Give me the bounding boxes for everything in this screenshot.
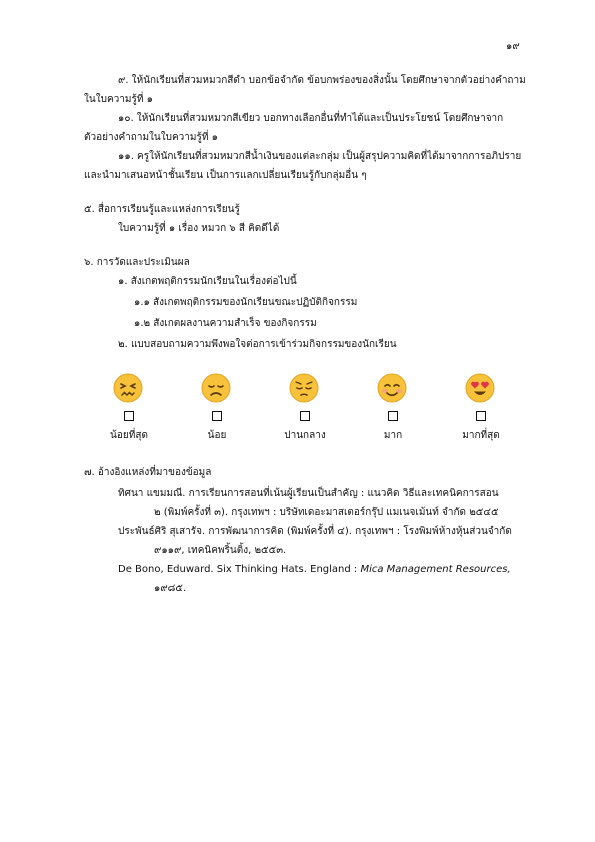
section-6-sub-1: ๑. สังเกตพฤติกรรมนักเรียนในเรื่องต่อไปนี้	[118, 276, 297, 287]
section-6-sub-2: ๒. แบบสอบถามความพึงพอใจต่อการเข้าร่วมกิจกรรมของนักเรียน	[118, 339, 397, 350]
section-7-heading: ๗. อ้างอิงแหล่งที่มาของข้อมูล	[84, 467, 212, 478]
rating-checkbox[interactable]	[300, 411, 310, 421]
smiling-face-icon	[377, 373, 407, 403]
heart-eyes-face-icon	[465, 373, 495, 403]
item-9: ๙. ให้นักเรียนที่สวมหมวกสีดำ บอกข้อจำกัด ข้อบกพร่องของสิ่งนั้น โดยศึกษาจากตัวอย่างคำถาม	[118, 75, 526, 86]
rating-checkbox[interactable]	[124, 411, 134, 421]
reference-3-line-1	[118, 563, 511, 578]
rating-checkbox[interactable]	[388, 411, 398, 421]
section-6-sub-1-1: ๑.๑ สังเกตพฤติกรรมของนักเรียนขณะปฏิบัติกิจกรรม	[134, 297, 358, 308]
page-number: ๑๙	[506, 41, 520, 52]
rating-label: น้อย	[207, 430, 227, 441]
reference-3-line-2: ๑๙๘๕.	[154, 583, 187, 594]
reference-1-line-2: ๒ (พิมพ์ครั้งที่ ๓). กรุงเทพฯ : บริษัทเดอะมาสเตอร์กรุ๊ป แมเนจเม้นท์ จำกัด ๒๕๔๕	[154, 507, 499, 518]
confounded-face-icon	[113, 373, 143, 403]
item-11: ๑๑. ครูให้นักเรียนที่สวมหมวกสีน้ำเงินของแต่ละกลุ่ม เป็นผู้สรุปความคิดที่ได้มาจากการอภิปราย	[118, 151, 522, 162]
reference-2-line-2: ๙๑๑๙, เทคนิคพริ้นติ้ง, ๒๕๕๓.	[154, 545, 287, 556]
section-5-line: ใบความรู้ที่ ๑ เรื่อง หมวก ๖ สี คิดดีได้	[118, 223, 280, 234]
rating-checkbox[interactable]	[212, 411, 222, 421]
reference-3-publisher: Mica Management Resources,	[360, 564, 511, 575]
rating-label: น้อยที่สุด	[110, 430, 148, 441]
rating-label: มาก	[383, 430, 403, 441]
reference-2-line-1: ประพันธ์ศิริ สุเสารัจ. การพัฒนาการคิด (พิมพ์ครั้งที่ ๔). กรุงเทพฯ : โรงพิมพ์ห้างหุ้นส่วนจำกัด	[118, 526, 512, 537]
section-5-heading: ๕. สื่อการเรียนรู้และแหล่งการเรียนรู้	[84, 204, 240, 215]
item-9-cont: ในใบความรู้ที่ ๑	[84, 94, 153, 105]
item-10-cont: ตัวอย่างคำถามในใบความรู้ที่ ๑	[84, 132, 218, 143]
disappointed-face-icon	[201, 373, 231, 403]
rating-checkbox[interactable]	[476, 411, 486, 421]
rating-label: ปานกลาง	[284, 430, 326, 441]
pensive-face-icon	[289, 373, 319, 403]
section-6-sub-1-2: ๑.๒ สังเกตผลงานความสำเร็จ ของกิจกรรม	[134, 318, 317, 329]
item-10: ๑๐. ให้นักเรียนที่สวมหมวกสีเขียว บอกทางเลือกอื่นที่ทำได้และเป็นประโยชน์ โดยศึกษาจาก	[118, 113, 504, 124]
reference-1-line-1: ทิศนา แขมมณี. การเรียนการสอนที่เน้นผู้เรียนเป็นสำคัญ : แนวคิด วิธีและเทคนิคการสอน	[118, 488, 499, 499]
rating-label: มากที่สุด	[462, 430, 500, 441]
item-11-cont: และนำมาเสนอหน้าชั้นเรียน เป็นการแลกเปลี่ยนเรียนรู้กับกลุ่มอื่น ๆ	[84, 170, 367, 181]
reference-3-text: De Bono, Eduward. Six Thinking Hats. England :	[118, 564, 361, 575]
section-6-heading: ๖. การวัดและประเมินผล	[84, 257, 190, 268]
